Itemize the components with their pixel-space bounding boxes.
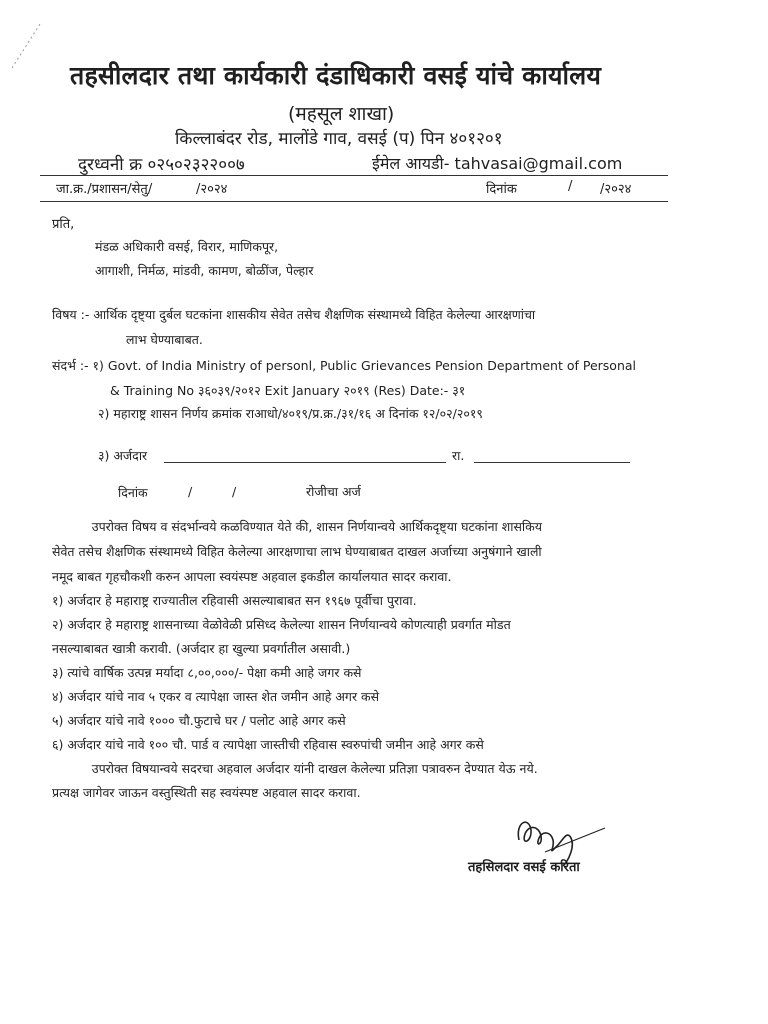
residence-blank bbox=[474, 462, 630, 463]
body-line: ६) अर्जदार यांचे नावे १०० चौ. पार्ड व त्यापेक्षा जास्तीची रहिवास स्वरुपांची जमीन आहे अगर कसे bbox=[52, 737, 484, 752]
body-line: १) अर्जदार हे महाराष्ट्र राज्यातील रहिवासी असल्याबाबत सन १९६७ पूर्वीचा पुरावा. bbox=[52, 593, 417, 608]
body-line: २) अर्जदार हे महाराष्ट्र शासनाच्या वेळोवेळी प्रसिध्द केलेल्या शासन निर्णयान्वये कोणत्याही प्रवर्गात मोडत bbox=[52, 617, 511, 632]
reference-2: २) महाराष्ट्र शासन निर्णय क्रमांक राआधो/४०१९/प्र.क्र./३१/१६ अ दिनांक १२/०२/२०१९ bbox=[98, 406, 483, 421]
body-line: उपरोक्त विषय व संदर्भान्वये कळविण्यात येते की, शासन निर्णयान्वये आर्थिकदृष्ट्या घटकांना शासकिय bbox=[52, 519, 543, 534]
applicant-name-blank bbox=[164, 462, 446, 463]
body-line: नसल्याबाबत खात्री करावी. (अर्जदार हा खुल्या प्रवर्गातील असावी.) bbox=[52, 641, 351, 656]
signatory-designation: तहसिलदार वसई करिता bbox=[468, 860, 580, 875]
body-line: प्रत्यक्ष जागेवर जाऊन वस्तुस्थिती सह स्वयंस्पष्ट अहवाल सादर करावा. bbox=[52, 785, 361, 800]
subject-line-2: लाभ घेण्याबाबत. bbox=[126, 332, 203, 347]
reference-1-line-1: संदर्भ :- १) Govt. of India Ministry of personl, Public Grievances Pension Department of Personal bbox=[52, 358, 637, 373]
body-line: सेवेत तसेच शैक्षणिक संस्थामध्ये विहित केलेल्या आरक्षणाचा लाभ घेण्याबाबत दाखल अर्जाच्या अनुषंगाने खाली bbox=[52, 544, 542, 559]
recipient-line-2: आगाशी, निर्मळ, मांडवी, कामण, बोळींज, पेल्हार bbox=[95, 263, 314, 278]
body-line: ४) अर्जदार यांचे नाव ५ एकर व त्यापेक्षा जास्त शेत जमीन आहे अगर कसे bbox=[52, 689, 380, 704]
office-address: किल्लाबंदर रोड, मालोंडे गाव, वसई (प) पिन ४०१२०१ bbox=[175, 129, 503, 149]
office-phone: दुरध्वनी क्र ०२५०२३२२००७ bbox=[78, 155, 245, 175]
application-date-slash-2: / bbox=[232, 484, 237, 499]
office-subtitle: (महसूल शाखा) bbox=[288, 103, 395, 125]
date-year: /२०२४ bbox=[600, 182, 632, 197]
recipient-salutation: प्रति, bbox=[52, 217, 75, 232]
office-title: तहसीलदार तथा कार्यकारी दंडाधिकारी वसई यांचे कार्यालय bbox=[70, 61, 602, 90]
application-date-label: दिनांक bbox=[118, 485, 148, 500]
office-email: ईमेल आयडी- tahvasai@gmail.com bbox=[372, 154, 623, 173]
application-date-slash-1: / bbox=[188, 484, 193, 499]
reference-3-label: ३) अर्जदार bbox=[98, 448, 148, 463]
body-line: नमूद बाबत गृहचौकशी करुन आपला स्वयंस्पष्ट अहवाल इकडील कार्यालयात सादर करावा. bbox=[52, 569, 452, 584]
body-line: ३) त्यांचे वार्षिक उत्पन्न मर्यादा ८,००,०००/- पेक्षा कमी आहे जगर कसे bbox=[52, 665, 362, 680]
subject-line-1: विषय :- आर्थिक दृष्ट्या दुर्बल घटकांना शासकीय सेवेत तसेच शैक्षणिक संस्थामध्ये विहित केलेल्या आरक्षणांचा bbox=[52, 307, 536, 322]
date-slash: / bbox=[568, 179, 573, 194]
residence-label: रा. bbox=[452, 448, 465, 463]
body-line: ५) अर्जदार यांचे नावे १००० चौ.फुटाचे घर / पलोट आहे अगर कसे bbox=[52, 713, 346, 728]
header-rule-top bbox=[40, 175, 668, 176]
date-label: दिनांक bbox=[486, 182, 517, 197]
reference-number-label: जा.क्र./प्रशासन/सेतु/ bbox=[56, 182, 153, 197]
header-rule-bottom bbox=[40, 201, 668, 202]
reference-1-line-2: & Training No ३६०३९/२०१२ Exit January २०१९ (Res) Date:- ३१ bbox=[110, 383, 466, 398]
application-suffix: रोजीचा अर्ज bbox=[306, 484, 361, 499]
recipient-line-1: मंडळ अधिकारी वसई, विरार, माणिकपूर, bbox=[95, 239, 279, 254]
body-line: उपरोक्त विषयान्वये सदरचा अहवाल अर्जदार यांनी दाखल केलेल्या प्रतिज्ञा पत्रावरुन देण्यात येऊ नये. bbox=[52, 761, 538, 776]
reference-number: /२०२४ bbox=[196, 182, 228, 197]
scan-artifact-icon bbox=[10, 20, 50, 70]
